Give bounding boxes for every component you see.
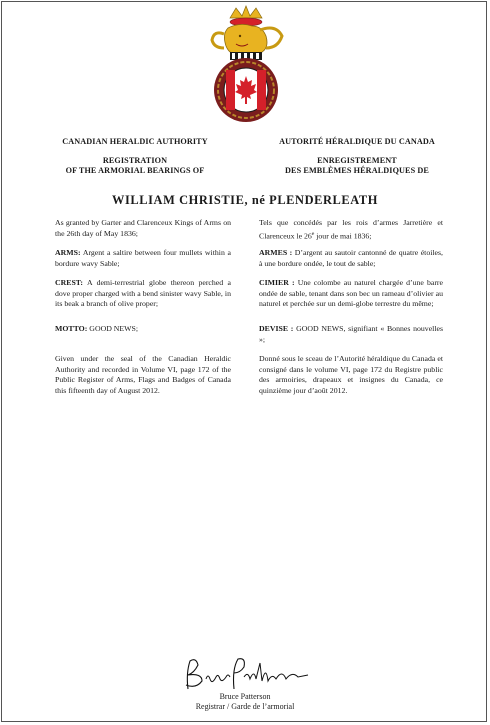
armorial-bearings-label-en: OF THE ARMORIAL BEARINGS OF [65,166,205,175]
motto-label-fr: DEVISE : [259,324,294,333]
crest-text-fr: Une colombe au naturel chargée d’une barre ondée de sable, tenant dans son bec un rameau d’olivier au naturel et perchée sur un demi-globe terrestre du même; [259,278,443,308]
arms-label-fr: ARMES : [259,248,293,257]
motto-paragraph-en [55,324,231,335]
motto-label-en: MOTTO: [55,324,88,333]
arms-paragraph-en [55,248,231,269]
lion-crest-icon [212,6,282,60]
arms-label-en: ARMS: [55,248,81,257]
crest-paragraph-en [55,278,231,310]
handwritten-signature-icon [176,655,316,695]
registration-label-fr: ENREGISTREMENT [317,156,397,165]
authority-name-fr: AUTORITÉ HÉRALDIQUE DU CANADA [279,137,435,146]
crest-paragraph-fr [259,278,443,310]
signatory-name: Bruce Patterson [219,692,271,701]
signatory-role: Registrar / Garde de l’armorial [195,702,295,711]
granted-statement-fr: Tels que concédés par les rois d’armes Jarretière et Clarenceux le 26e jour de mai 1836; [259,218,443,241]
given-statement-en: Given under the seal of the Canadian Heraldic Authority and recorded in Volume VI, page 172 of the Public Register of Arms, Flags and Badges of Canada this fifteenth day of August 2012. [55,354,231,395]
authority-name-en: CANADIAN HERALDIC AUTHORITY [62,137,208,146]
crest-label-fr: CIMIER : [259,278,295,287]
heraldic-authority-badge-icon [200,4,292,128]
crest-text-en: A demi-terrestrial globe thereon perched a dove proper charged with a bend sinister wavy Sable, in its beak a branch of olive proper; [55,278,231,308]
arms-text-fr: D’argent au sautoir cantonné de quatre étoiles, à une bordure ondée, le tout de sable; [259,248,444,268]
crest-label-en: CREST: [55,278,84,287]
given-statement-fr: Donné sous le sceau de l’Autorité héraldique du Canada et consigné dans le volume VI, page 172 du Registre public des armoiries, drapeaux et insignes du Canada, ce quinzième jour d’août 2012. [259,354,443,395]
motto-text-fr: GOOD NEWS, signifiant « Bonnes nouvelles »; [259,324,443,344]
motto-paragraph-fr [259,324,443,345]
armorial-bearings-label-fr: DES EMBLÈMES HÉRALDIQUES DE [285,166,429,175]
maple-leaf-shield-icon [214,58,278,122]
granted-statement-en: As granted by Garter and Clarenceux Kings of Arms on the 26th day of May 1836; [55,218,231,238]
arms-text-en: Argent a saltire between four mullets within a bordure wavy Sable; [55,248,231,268]
arms-paragraph-fr [259,248,443,269]
registration-label-en: REGISTRATION [102,156,168,165]
motto-text-en: GOOD NEWS; [87,324,139,333]
document-title: WILLIAM CHRISTIE, né PLENDERLEATH [111,193,379,207]
